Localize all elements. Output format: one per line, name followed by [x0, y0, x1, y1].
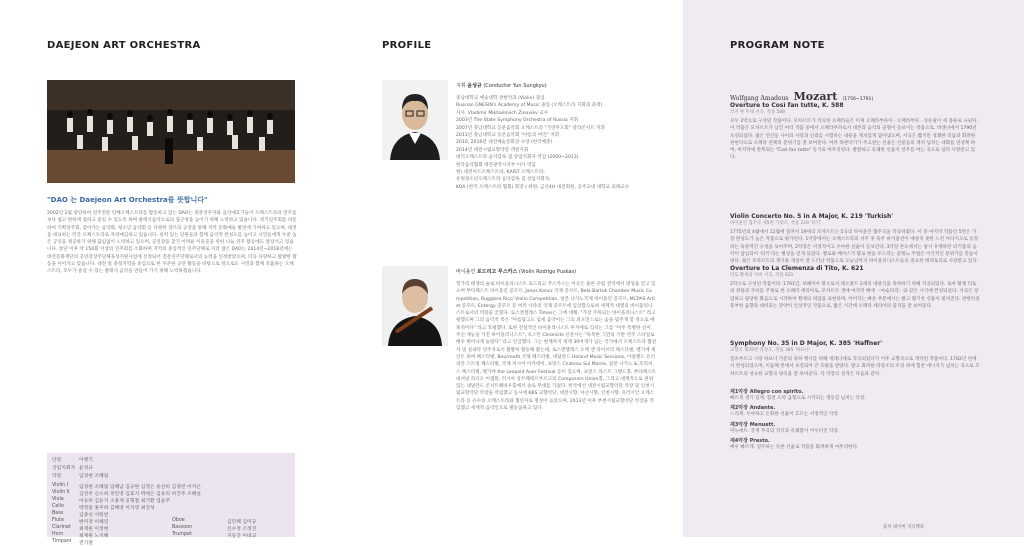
roster-names: 이승희 김윤지 조용재 공형철 최기환 염윤주 — [79, 499, 171, 504]
roster-role: Viola — [52, 497, 64, 502]
roster-role: 상임지휘자 — [52, 466, 76, 471]
work-subtitle: 바이올린 협주곡 제5번 가장조, 작품 219 '터키' — [730, 221, 822, 226]
orchestra-quote: "DAO 는 Daejeon Art Orchestra를 뜻합니다" — [47, 196, 208, 204]
roster-role: Cello — [52, 504, 64, 509]
roster-role: Trumpet — [172, 532, 192, 537]
work-subtitle: 티토 황제의 자비 서곡, 작품 621 — [730, 273, 794, 278]
roster-names: 변미정 이혜연 — [79, 520, 109, 525]
orchestra-heading: DAEJEON ART ORCHESTRA — [47, 40, 201, 51]
roster-role: 단장 — [52, 458, 62, 463]
composer-years: (1756~1791) — [842, 97, 874, 102]
conductor-bio-line: 2010, 2016년 대전예술문화상 수상 (한국예총) — [456, 140, 553, 146]
work-title: Violin Concerto No. 5 in A Major, K. 219 'Turkish' — [730, 213, 894, 220]
roster-role: Bass — [52, 511, 64, 516]
source-credit: 출처 네이버 지식백과 — [883, 525, 924, 530]
roster-role: Clarinet — [52, 525, 71, 530]
movement-title: 제3악장 Menuett. — [730, 421, 776, 428]
conductor-photo — [382, 80, 448, 160]
roster-role: Bassoon — [172, 525, 193, 530]
roster-role: Violin I — [52, 483, 69, 488]
violinist-name: 로드리고 푸스카스 — [476, 269, 518, 275]
roster-role: Violin II — [52, 490, 70, 495]
violinist-name-en: (Violin Rodrigo Puskas) — [518, 269, 577, 275]
roster-names: 신수정 조정진 — [227, 527, 257, 532]
roster-names: 임경현 조혜림 임해남 김규현 김정은 송선희 김경빈 이지은 — [79, 485, 201, 490]
roster-role: Timpani — [52, 539, 72, 544]
work-description: 잘츠부르크 시장 하프너 가문의 축하 행사를 위해 세레나데로 작곡되었다가 이후 교향곡으로 개작된 작품이다. 1782년 빈에서 완성되었으며, 이듬해 빈에서 초연되어 큰 호평을 받았다. 밝고 화려한 라장조의 조성 위에 힘찬 에너지가 넘치는 곡으로 모차르트의 성숙한 교향곡 양식을 잘 보여준다. 각 악장의 성격은 다음과 같다. — [730, 357, 980, 377]
violinist-info — [456, 268, 656, 507]
roster-names: 최재원 이정현 — [79, 527, 109, 532]
conductor-name: 윤성규 — [467, 83, 482, 89]
work-subtitle: 코지 판 뚜테 서곡, 작품 588 — [730, 110, 785, 115]
conductor-bio-line: 충남대학교 예술대학 관현악과 (Violin) 졸업 — [456, 96, 545, 101]
roster-role: 악장 — [52, 474, 62, 479]
violinist-bio: 헝가리 태생의 슬로 바이올리니스트 로드리고 푸스카스는 이곳은 물론 유럽 전역에서 명성을 얻고 있으며 부다페스트 바이올린 콩쿠르, Janos Koncz 국제 콩쿠르, Bela Bartok Chamber Music Competition, Ruggiero Ricci Violin Competition, 일본 나가노국제 바이올린 콩쿠르, MCPAS Artist 콩쿠르, Entergy 콩쿠르 등 여러 나라의 국제 콩쿠르에 입상함으로써 세계적 대열의 바이올리니스트로서의 역량을 굳혔다. 로스앤젤레스 Times는 그에 대해, "가장 주목되는 바이올리니스트" 라고 평했으며 그의 음악적 특은 "아름답고도 섬세 음악이는 그의 퍼포먼스로는 숨을 멈추게 할 정도로 매혹적이다" 라고 호평했다. 또한 전설적인 바이올리니스트 루지에로 리치는 그를 "이주 특별한 신이 주신 재능을 가진 바이올리니스트", 초스턴 Chronicle 신문사는 "독특한 그만의 기반 연주 스타일로 매우 뛰어나게 놀랐다" 라고 언급했다. 그는 현재까지 세계 30여개가 넘는 국가에서 오케스트라 협연자 및 실내악 연주자로서 활발히 활동해 왔는데, 로스앤젤레스 오케 앤 라이브리 페스티벌, 벨기에 세인트 휴버 페스티벌, Beurreuth 국제 페스티벌, 네덜란드 Holand Music Sessions, 아일랜드 유러피안 스트링 페스티벌, 국제 커시어 아카데미, 프랑스 Chateau Sul Marne, 일본 나가노 & 모리셔스 페스티벌, 펜가야 the Leopold Auer Festival 등이 있으며, 프랑스 라스트 그랜드홀, 부다페스트 내셔널 라디오 어셈블, 러시아 상트페테르부르크의 Composers Union홀, 그리고 세계적으로 권위있는 네덜란드 콘서트헤바우홀에서 솔로 무대를 가졌다. 한국에선 대전시립교향악단 악장 및 인천시립교향악단 악장을 역임했고 동시에 KBS 교향악단, 대전시향, 아산시향, 인천시향, 유러시안 오케스트라 등 유수의 오케스트라와 협연자로 명성이 높았으며, 2013년 이후 부천시립교향악단 악장을 역임했고 세계적 음악인으로 발돋움하고 있다. — [456, 282, 657, 412]
roster-names: 윤성규 — [79, 466, 93, 471]
conductor-bio-line: 한국음악협회 대전광역시지부 이사 역임 — [456, 162, 536, 168]
orchestra-panel — [0, 0, 342, 546]
roster-role: Flute — [52, 518, 64, 523]
conductor-bio-line: 2014년 대전시립교향악단 객원지휘 — [456, 147, 529, 153]
work-section — [730, 102, 980, 198]
violinist-name-line — [456, 268, 656, 275]
movement-title: 제2악장 Andante. — [730, 405, 776, 412]
conductor-info — [456, 82, 656, 191]
roster-names: 김연주 신소희 정민영 김효지 박세은 김유리 허진주 조혜널 — [79, 492, 201, 497]
program-heading: PROGRAM NOTE — [730, 40, 825, 51]
movement-description: 미뉴에트. 궁정 무곡의 격식과 유쾌함이 어우러진 악장. — [730, 428, 840, 434]
conductor-bio-line: 2003년 The State Symphony Orchestra of Russia 지휘 — [456, 118, 579, 124]
work-section — [730, 340, 980, 451]
violinist-photo — [382, 266, 448, 346]
movement-description: 빠르게 생기 있게. 힘찬 도약 음형으로 시작되는 생동감 넘치는 악장. — [730, 396, 866, 401]
roster-names: 전기철 — [79, 541, 93, 546]
movement-title: 제1악장 Allegro con spirito. — [730, 389, 804, 395]
work-description: 2막으로 구성된 작품이다. 1791년, 보헤미아 왕으로서 레오폴트 2세의 대관식을 축하하기 위해 작곡되었다. 로마 황제 티토의 관용과 자비를 주제로 한 오페라 세리아로, 모차르트 생애 마지막 해에 〈마술피리〉와 같은 시기에 완성되었다. 서곡은 장엄하고 당당한 화음으로 시작하여 황제의 위엄을 표현하며, 이어지는 빠른 부분에서는 밝고 활기찬 선율이 펼쳐진다. 관현악의 풍부한 음향과 대비되는 강약이 인상적인 작품으로, 짧은 시간에 오페라 세리아의 품격을 잘 보여준다. — [730, 282, 980, 309]
conductor-bio-line: 대덕오케스트라 음악감독 겸 상임지휘자 역임 (2000~2013) — [456, 155, 579, 161]
conductor-bio-line: 사사. Vladimir Mikhailovich Zinoviev 교수 — [456, 110, 549, 116]
movement-title: 제4악장 Presto. — [730, 437, 770, 444]
work-title: Symphony No. 35 in D Major, K. 385 'Haffner' — [730, 340, 883, 347]
roster-names: 박정일 홍주희 김혜영 이지영 최진성 — [79, 506, 155, 511]
work-title: Overture to Così fan tutte, K. 588 — [730, 102, 844, 109]
roster-names: 지동진 이대교 — [227, 534, 257, 539]
conductor-bio-line: 2007년 충남대학교 동문음악회 오케스트라 "가면무도회" 갈라콘서트 지휘 — [456, 125, 605, 131]
conductor-bio-line: 현) 대전아트오케스트라, KAIST 오케스트라, — [456, 170, 545, 176]
roster-names: 이병기 — [79, 458, 93, 463]
conductor-bio-line: KOA (한국 오케스트라 협회) 회장 / 위원: 금산4H 대전회원, 공주교대 대학교 외래교수 — [456, 184, 630, 190]
conductor-name-en: (Conductor Yun Sungkyu) — [483, 83, 547, 89]
composer-last-name: Mozart — [793, 90, 838, 103]
conductor-role: 지휘 — [456, 83, 466, 89]
movement-description: 느리게. 우아하고 온화한 선율이 흐르는 서정적인 악장. — [730, 412, 840, 418]
roster-names: 임경현 조혜림 — [79, 474, 109, 479]
roster-role: Horn — [52, 532, 64, 537]
conductor-bio-line: 2011년 충남대학교 동문음악회 "아를의 여인" 지휘 — [456, 133, 560, 139]
conductor-name-line — [456, 82, 656, 89]
work-description: 1775년의 4월에서 12월에 걸쳐서 19세의 모차르트는 5곡의 바이올린 협주곡을 작곡하였다. 이 중 마지막 작품인 5번은 가장 완성도가 높은 작품으로 평가된다. 1악장에서는 오케스트라의 서주 후 독주 바이올린이 예상치 못한 느린 아다지오로 등장하는 독창적인 구성을 보여주며, 2악장은 서정적이고 우아한 선율이 돋보인다. 3악장 론도에서는 당시 유행하던 터키풍의 음악이 삽입되어 '터키'라는 별칭을 얻게 되었다. 첼로와 베이스가 활로 현을 두드리는 콜레뇨 주법은 이국적인 분위기를 만들어 낸다. 젊은 모차르트의 재기와 개성이 잘 드러난 작품으로 오늘날까지 바이올리니스트들의 중요한 레퍼토리로 사랑받고 있다. — [730, 230, 979, 265]
orchestra-photo — [47, 80, 295, 183]
work-section — [730, 265, 980, 325]
work-title: Overture to La Clemenza di Tito, K. 621 — [730, 265, 864, 272]
violinist-role: 바이올린 — [456, 269, 476, 275]
roster-names: 김종선 서원빈 — [79, 513, 109, 518]
orchestra-description: 2002년 2월 창단하여 연주전문 단체오케스트라를 활동하고 있는 DAO는 전문연주자와 음악애호가들이 오케스트라의 연주를 보다 쉽고 편하게 접하고 즐길 수 있도록 하며 클래식음악으로의 접근성을 높이기 위해 노력하고 있습니다. 정기연주회를 비롯하여 기획연주회, 찾아가는 음악회, 청소년 음악회 등 다양한 장르의 공연을 통해 지역 문화예술 발전에 기여하고 있으며, 대전을 대표하는 민간 오케스트라로 자리매김하고 있습니다. 실력 있는 단원들과 함께 음악적 완성도를 높이고 시민들에게 수준 높은 공연을 제공하기 위해 끊임없이 노력하고 있으며, 공연장을 찾기 어려운 이웃들을 위한 나눔 연주 활동에도 앞장서고 있습니다. 창단 이후 약 150회 이상의 연주회를 소화하며 지역의 중심적인 연주단체로 자리 잡은 DAO는 2014년~2018년에는 대전문화재단의 공연장상주단체육성지원사업에 선정되어 전문연주단체로서의 능력을 인정받았으며, 더욱 다양하고 활발한 활동을 이어가고 있습니다. 대전 및 충청지역을 중심으로 한 꾸준한 공연 활동을 바탕으로 앞으로도 시민과 함께 호흡하는 오케스트라, 모두가 즐길 수 있는 클래식 음악을 만들어 가기 위해 노력하겠습니다. — [47, 211, 297, 275]
conductor-bio-line: Russian GNESIN's Academy of Music 졸업 (오케스트라 지휘과 과정) — [456, 103, 603, 109]
work-description: 모두 2막으로 구성된 작품이다. 모차르트가 작곡한 오페라들은 이제 오페라부파이 · 오페라부파 · 징슈필이 세 종류로 나뉜다. 이 작품은 모차르트가 남긴 여러 작품 중에서 오페라부파로서 대본과 음악의 균형이 돋보이는 작품으로, 비엔나에서 1790년 초연되었다. 젊은 연인들 사이의 사랑과 신뢰를 시험하는 내용을 재치있게 담아냈으며, 서곡은 짧지만 경쾌한 리듬과 화려한 관현악으로 오페라 전체의 분위기를 잘 보여준다. 여러 목관악기가 주고받는 선율은 인물들의 재치 넘치는 대화를 연상케 하며, 마지막에 반복되는 "Così fan tutte" 동기로 마무리된다. 발랄하고 유쾌한 선율이 연주를 여는 곡으로 널리 사랑받고 있다. — [730, 119, 979, 161]
roster-names: 최재원 노지혜 — [79, 534, 109, 539]
movement-description: 매우 빠르게. 질주하는 듯한 선율로 작품을 화려하게 마무리한다. — [730, 444, 859, 450]
program-panel — [683, 0, 1024, 537]
roster-names: 김민혜 김미규 — [227, 520, 257, 525]
work-subtitle: 교향곡 제35번 라장조, 작품 385 '하프너' — [730, 348, 810, 353]
composer-first-name: Wolfgang Amadeus — [730, 95, 789, 102]
profile-panel — [342, 0, 683, 537]
conductor-bio-line: 유원청소년오케스트라 음악감독 겸 상임지휘자, — [456, 177, 551, 183]
profile-heading: PROFILE — [382, 40, 432, 51]
roster-role: Oboe — [172, 518, 185, 523]
orchestra-roster — [47, 453, 295, 546]
